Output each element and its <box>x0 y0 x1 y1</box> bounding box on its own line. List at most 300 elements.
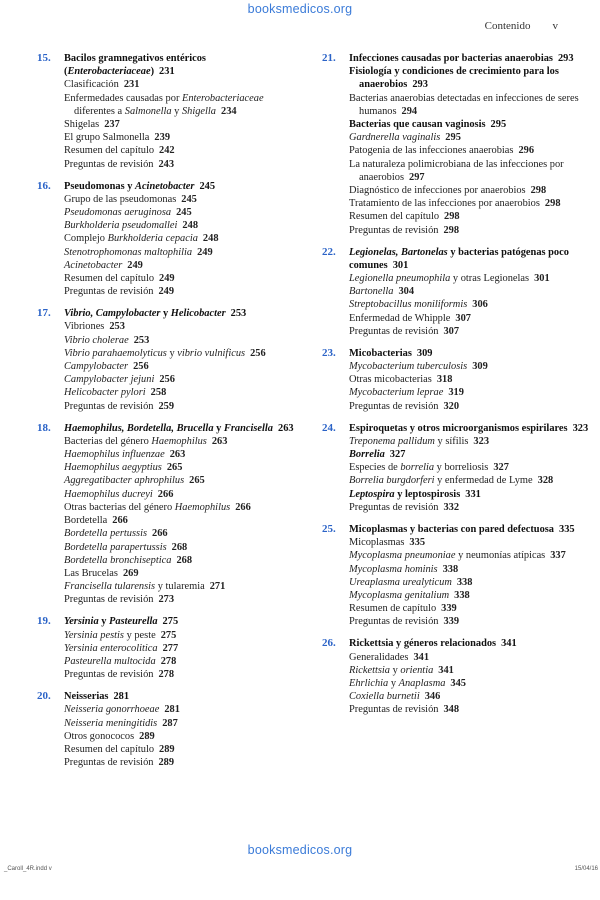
toc-entry[interactable] <box>349 651 590 664</box>
text-run: Preguntas de revisión <box>349 400 439 412</box>
text-run: Haemophilus <box>174 501 231 513</box>
text-run: Rickettsia y géneros relacionados <box>349 638 497 650</box>
page-ref: 266 <box>112 515 128 527</box>
text-run: Resumen del capítulo <box>64 145 155 157</box>
page-ref: 289 <box>139 730 155 742</box>
toc-chapter <box>322 347 590 413</box>
page-ref: 335 <box>559 523 575 535</box>
text-run: Mycoplasma hominis <box>349 563 438 575</box>
page-ref: 253 <box>109 321 125 333</box>
text-run: Enfermedad de Whipple <box>349 312 451 324</box>
page-ref: 295 <box>445 132 461 144</box>
page-ref: 338 <box>442 563 459 575</box>
page-ref: 337 <box>550 550 566 562</box>
page-ref: 339 <box>441 603 457 615</box>
toc-entry[interactable] <box>349 65 590 91</box>
text-run: y <box>389 664 401 676</box>
page-ref: 323 <box>572 422 589 434</box>
page-ref: 348 <box>443 704 460 716</box>
text-run: Preguntas de revisión <box>349 325 439 337</box>
text-run: Yersinia enterocolitica <box>64 642 158 654</box>
chapter-title[interactable] <box>349 52 590 65</box>
text-run: Burkholderia pseudomallei <box>64 220 178 232</box>
toc-entry[interactable] <box>349 360 590 373</box>
toc-entry[interactable] <box>64 655 299 668</box>
chapter-title[interactable] <box>349 246 590 272</box>
text-run: Fisiología y condiciones de crecimiento para los anaerobios <box>349 66 559 91</box>
toc-entry[interactable] <box>349 677 590 690</box>
text-run: Grupo de las pseudomonas <box>64 193 177 205</box>
toc-entry[interactable] <box>64 501 299 514</box>
text-run: Micoplasmas <box>349 537 405 549</box>
page-ref: 273 <box>158 594 175 606</box>
toc-entry[interactable] <box>349 602 590 615</box>
toc-entry[interactable] <box>64 206 299 219</box>
text-run: Acinetobacter <box>64 259 123 271</box>
toc-entry[interactable] <box>64 320 299 333</box>
page-ref: 281 <box>164 704 180 716</box>
text-run: y tularemia <box>155 581 205 593</box>
toc-entry[interactable] <box>349 118 590 131</box>
text-run: Mycoplasma pneumoniae <box>349 550 456 562</box>
page-ref: 248 <box>182 220 199 232</box>
text-run: Otras bacterias del género <box>64 501 175 513</box>
text-run: Diagnóstico de infecciones por anaerobios <box>349 185 526 197</box>
text-run: y bacterias patógenas poco comunes <box>349 246 569 271</box>
text-run: Infecciones causadas por bacterias anaerobias <box>349 53 553 64</box>
toc-entry[interactable] <box>349 400 590 413</box>
text-run: Bacterias del género <box>64 435 152 447</box>
text-run: Haemophilus, Bordetella, Brucella <box>64 422 214 434</box>
text-run: Bordetella <box>64 515 108 527</box>
page-ref: 293 <box>557 53 574 64</box>
text-run: Preguntas de revisión <box>64 757 154 769</box>
text-run: Preguntas de revisión <box>349 704 439 716</box>
page-ref: 309 <box>472 361 488 373</box>
toc-entry[interactable] <box>349 549 590 562</box>
text-run: Salmonella <box>124 105 172 117</box>
page-ref: 271 <box>209 581 226 593</box>
text-run: Bordetella bronchiseptica <box>64 554 172 566</box>
toc-entry[interactable] <box>64 386 299 399</box>
page-ref: 335 <box>409 537 426 549</box>
page-ref: 243 <box>158 158 175 170</box>
toc-entry[interactable] <box>64 144 299 157</box>
text-run: Pasteurella <box>109 616 158 628</box>
text-run: Especies de <box>349 462 401 474</box>
toc-entry[interactable] <box>64 514 299 527</box>
toc-entry[interactable] <box>64 360 299 373</box>
page-ref: 249 <box>158 286 175 298</box>
text-run: Micobacterias <box>349 347 412 359</box>
toc-entry[interactable] <box>64 435 299 448</box>
page-ref: 234 <box>221 105 237 117</box>
text-run: Gardnerella vaginalis <box>349 132 441 144</box>
toc-entry[interactable] <box>349 703 590 716</box>
toc-entry[interactable] <box>64 259 299 272</box>
text-run: Helicobacter pylori <box>64 387 146 399</box>
toc-entry[interactable] <box>64 285 299 298</box>
page-ref: 245 <box>199 180 216 192</box>
text-run: Bartonella <box>349 286 394 298</box>
text-run: Anaplasma <box>398 677 446 689</box>
toc-entry[interactable] <box>64 541 299 554</box>
page-ref: 319 <box>448 387 464 399</box>
text-run: La naturaleza polimicrobiana de las infecciones por anaerobios <box>349 158 564 183</box>
text-run: Vibrio cholerae <box>64 334 129 346</box>
text-run: Streptobacillus moniliformis <box>349 299 468 311</box>
text-run: Haemophilus ducreyi <box>64 488 153 500</box>
toc-column-right <box>322 52 590 725</box>
toc-chapter <box>322 52 590 237</box>
toc-entry[interactable] <box>349 158 590 184</box>
toc-entry[interactable] <box>64 642 299 655</box>
page-ref: 245 <box>176 207 192 219</box>
text-run: Neisserias <box>64 691 109 703</box>
text-run: Pseudomonas aeruginosa <box>64 207 172 219</box>
page-ref: 256 <box>250 347 266 359</box>
chapter-number: 20. <box>37 690 51 703</box>
toc-entry[interactable] <box>349 144 590 157</box>
text-run: y <box>388 677 399 689</box>
toc-entry[interactable] <box>349 224 590 237</box>
page-ref: 268 <box>171 541 188 553</box>
toc-entry[interactable] <box>349 474 590 487</box>
toc-chapter <box>37 52 299 171</box>
page-ref: 258 <box>150 387 167 399</box>
text-run: Resumen del capítulo <box>64 273 155 285</box>
text-run: Aggregatibacter aphrophilus <box>64 475 185 487</box>
toc-entry[interactable] <box>349 373 590 386</box>
page-ref: 266 <box>235 501 251 513</box>
toc-entry[interactable] <box>349 664 590 677</box>
text-run: Bacilos gramnegativos entéricos ( <box>64 53 206 78</box>
chapter-number: 23. <box>322 346 336 359</box>
toc-entry[interactable] <box>64 717 299 730</box>
page-ref: 245 <box>181 193 197 205</box>
page-ref: 332 <box>443 501 460 513</box>
page-ref: 281 <box>113 691 130 703</box>
page-ref: 231 <box>159 66 175 78</box>
text-run: Yersinia <box>64 616 99 628</box>
toc-entry[interactable] <box>64 703 299 716</box>
text-run: Mycobacterium tuberculosis <box>349 361 468 373</box>
text-run: Enfermedades causadas por <box>64 92 182 104</box>
chapter-number: 22. <box>322 245 336 258</box>
page-ref: 268 <box>176 554 193 566</box>
text-run: Preguntas de revisión <box>64 286 154 298</box>
running-head <box>485 20 558 32</box>
text-run: Yersinia pestis <box>64 629 124 641</box>
page-ref: 307 <box>455 312 471 324</box>
page-ref: 265 <box>189 475 205 487</box>
chapter-number: 16. <box>37 179 51 192</box>
toc-chapter <box>37 422 299 607</box>
text-run: Pseudomonas y <box>64 180 136 192</box>
text-run: Ureaplasma urealyticum <box>349 576 452 588</box>
page-ref: 263 <box>169 449 186 461</box>
text-run: Preguntas de revisión <box>349 224 439 236</box>
text-run: Las Brucelas <box>64 567 118 579</box>
page-ref: 253 <box>133 334 150 346</box>
toc-entry[interactable] <box>64 474 299 487</box>
page-ref: 297 <box>409 171 425 183</box>
toc-entry[interactable] <box>64 347 299 360</box>
toc-entry[interactable] <box>349 448 590 461</box>
text-run: ) <box>150 66 155 78</box>
toc-entry[interactable] <box>64 193 299 206</box>
toc-entry[interactable] <box>349 690 590 703</box>
toc-chapter <box>322 523 590 629</box>
text-run: y sífilis <box>434 435 469 447</box>
chapter-title[interactable] <box>349 422 590 435</box>
toc-entry[interactable] <box>349 312 590 325</box>
text-run: Resumen del capítulo <box>64 743 155 755</box>
page-ref: 341 <box>438 664 454 676</box>
page-ref: 296 <box>518 145 535 157</box>
text-run: Mycobacterium leprae <box>349 387 444 399</box>
page-ref: 242 <box>159 145 175 157</box>
text-run: y <box>171 105 182 117</box>
toc-entry[interactable] <box>64 461 299 474</box>
toc-entry[interactable] <box>349 197 590 210</box>
toc-entry[interactable] <box>64 730 299 743</box>
toc-entry[interactable] <box>349 386 590 399</box>
page-ref: 249 <box>127 259 143 271</box>
text-run: Preguntas de revisión <box>64 669 154 681</box>
text-run: y neumonías atípicas <box>455 550 546 562</box>
text-run: Bacterias que causan vaginosis <box>349 119 486 131</box>
toc-entry[interactable] <box>349 589 590 602</box>
text-run: Preguntas de revisión <box>64 400 154 412</box>
text-run: Vibrio, Campylobacter <box>64 308 161 320</box>
page-ref: 293 <box>412 79 428 91</box>
chapter-title[interactable] <box>64 52 299 78</box>
text-run: Haemophilus influenzae <box>64 449 165 461</box>
page-ref: 249 <box>159 273 175 285</box>
page-ref: 346 <box>424 691 441 703</box>
text-run: Otros gonococos <box>64 730 135 742</box>
page-ref: 278 <box>160 655 177 667</box>
text-run: Stenotrophomonas maltophilia <box>64 246 193 258</box>
toc-entry[interactable] <box>64 232 299 245</box>
toc-entry[interactable] <box>349 435 590 448</box>
section-title: Contenido <box>484 20 531 32</box>
toc-entry[interactable] <box>64 756 299 769</box>
toc-entry[interactable] <box>349 488 590 501</box>
text-run: Espiroquetas y otros microorganismos espirilares <box>349 422 568 434</box>
text-run: Pasteurella multocida <box>64 655 156 667</box>
text-run: diferentes a <box>74 105 125 117</box>
toc-entry[interactable] <box>349 285 590 298</box>
text-run: Coxiella burnetii <box>349 691 420 703</box>
page-ref: 289 <box>159 743 175 755</box>
footer-date: 15/04/16 <box>574 866 598 872</box>
chapter-title[interactable] <box>64 615 299 628</box>
toc-entry[interactable] <box>349 184 590 197</box>
text-run: Acinetobacter <box>135 180 195 192</box>
toc-chapter <box>37 690 299 769</box>
toc-entry[interactable] <box>64 567 299 580</box>
page-ref: 266 <box>152 528 168 540</box>
toc-entry[interactable] <box>64 246 299 259</box>
page-ref: 239 <box>154 132 171 144</box>
text-run: Ehrlichia <box>349 677 389 689</box>
toc-entry[interactable] <box>349 131 590 144</box>
page-ref: 269 <box>122 567 139 579</box>
toc-entry[interactable] <box>64 629 299 642</box>
text-run: Preguntas de revisión <box>64 594 154 606</box>
page-ref: 287 <box>162 717 178 729</box>
page-ref: 263 <box>278 422 294 434</box>
watermark-top[interactable]: booksmedicos.org <box>247 2 353 16</box>
toc-entry[interactable] <box>349 210 590 223</box>
page-ref: 341 <box>413 651 430 663</box>
toc-entry[interactable] <box>64 527 299 540</box>
page-ref: 341 <box>501 638 517 650</box>
text-run: Burkholderia cepacia <box>107 233 198 245</box>
toc-entry[interactable] <box>64 219 299 232</box>
toc-entry[interactable] <box>349 92 590 118</box>
toc-entry[interactable] <box>64 554 299 567</box>
toc-entry[interactable] <box>349 298 590 311</box>
page-ref: 320 <box>443 400 460 412</box>
toc-entry[interactable] <box>64 373 299 386</box>
page-ref: 298 <box>530 185 547 197</box>
toc-entry[interactable] <box>64 334 299 347</box>
text-run: Otras micobacterias <box>349 374 432 386</box>
text-run: Mycoplasma genitalium <box>349 589 450 601</box>
text-run: Neisseria meningitidis <box>64 717 158 729</box>
text-run: Legionelas, Bartonelas <box>349 246 448 258</box>
page-ref: 275 <box>162 616 179 628</box>
toc-entry[interactable] <box>349 576 590 589</box>
toc-entry[interactable] <box>64 78 299 91</box>
chapter-number: 15. <box>37 52 51 64</box>
toc-column-left <box>37 52 299 778</box>
toc-chapter <box>37 180 299 299</box>
chapter-number: 24. <box>322 421 336 434</box>
page-number: v <box>552 20 558 32</box>
chapter-number: 21. <box>322 52 336 64</box>
text-run: Vibriones <box>64 321 105 333</box>
chapter-title[interactable] <box>349 347 590 360</box>
chapter-number: 26. <box>322 637 336 650</box>
toc-entry[interactable] <box>64 158 299 171</box>
text-run: El grupo Salmonella <box>64 132 150 144</box>
chapter-number: 25. <box>322 522 336 535</box>
text-run: Enterobacteriaceae <box>67 66 151 78</box>
chapter-title[interactable] <box>64 690 299 703</box>
text-run: Leptospira <box>349 488 395 500</box>
chapter-title[interactable] <box>64 180 299 193</box>
watermark-bottom[interactable]: booksmedicos.org <box>247 843 353 857</box>
chapter-title[interactable] <box>64 307 299 320</box>
text-run: y <box>98 616 110 628</box>
text-run: Preguntas de revisión <box>64 158 154 170</box>
page-ref: 298 <box>544 198 561 210</box>
page-ref: 237 <box>104 119 120 131</box>
text-run: Tratamiento de las infecciones por anaerobios <box>349 198 540 210</box>
page-ref: 275 <box>160 629 177 641</box>
text-run: Helicobacter <box>170 308 226 320</box>
text-run: borrelia <box>400 462 435 474</box>
text-run: y peste <box>123 629 156 641</box>
page-ref: 323 <box>473 435 490 447</box>
toc-entry[interactable] <box>349 563 590 576</box>
text-run: Bacterias anaerobias detectadas en infecciones de seres humanos <box>349 92 579 117</box>
toc-chapter <box>322 246 590 338</box>
toc-chapter <box>37 307 299 413</box>
page-ref: 306 <box>472 299 488 311</box>
page-ref: 327 <box>389 449 406 461</box>
toc-entry[interactable] <box>64 593 299 606</box>
text-run: y leptospirosis <box>394 488 461 500</box>
page-ref: 307 <box>443 325 460 337</box>
toc-entry[interactable] <box>64 131 299 144</box>
toc-entry[interactable] <box>64 668 299 681</box>
text-run: orientia <box>400 664 434 676</box>
text-run: y <box>166 347 178 359</box>
chapter-number: 18. <box>37 421 51 434</box>
chapter-title[interactable] <box>64 422 299 435</box>
page-ref: 304 <box>398 286 415 298</box>
chapter-number: 19. <box>37 615 51 628</box>
text-run: Haemophilus aegyptius <box>64 462 162 474</box>
text-run: Francisella tularensis <box>64 581 156 593</box>
page-ref: 328 <box>537 475 554 487</box>
toc-entry[interactable] <box>64 272 299 285</box>
page-ref: 265 <box>166 462 183 474</box>
toc-entry[interactable] <box>349 615 590 628</box>
page-ref: 318 <box>436 374 453 386</box>
toc-entry[interactable] <box>64 448 299 461</box>
text-run: Campylobacter <box>64 361 129 373</box>
toc-entry[interactable] <box>64 400 299 413</box>
toc-entry[interactable] <box>349 461 590 474</box>
toc-entry[interactable] <box>64 488 299 501</box>
text-run: Borrelia <box>349 449 385 461</box>
footer-file-name: _Caroll_4R.indd v <box>4 866 52 872</box>
toc-entry[interactable] <box>64 118 299 131</box>
text-run: Complejo <box>64 233 108 245</box>
page-ref: 256 <box>159 374 175 386</box>
text-run: Preguntas de revisión <box>349 501 439 513</box>
toc-entry[interactable] <box>349 536 590 549</box>
toc-chapter <box>322 422 590 514</box>
text-run: Legionella pneumophila <box>349 273 451 285</box>
text-run: Enterobacteriaceae <box>182 92 264 104</box>
text-run: Borrelia burgdorferi <box>349 475 435 487</box>
text-run: Generalidades <box>349 651 409 663</box>
text-run: y enfermedad de Lyme <box>434 475 533 487</box>
chapter-title[interactable] <box>349 637 590 650</box>
text-run: Rickettsia <box>349 664 390 676</box>
page-ref: 301 <box>392 259 409 271</box>
toc-entry[interactable] <box>349 325 590 338</box>
toc-entry[interactable] <box>64 580 299 593</box>
page-ref: 263 <box>211 435 228 447</box>
toc-entry[interactable] <box>64 743 299 756</box>
chapter-title[interactable] <box>349 523 590 536</box>
toc-entry[interactable] <box>64 92 299 118</box>
page-ref: 298 <box>444 211 460 223</box>
toc-entry[interactable] <box>349 272 590 285</box>
toc-entry[interactable] <box>349 501 590 514</box>
text-run: Bordetella parapertussis <box>64 541 167 553</box>
page-ref: 331 <box>465 488 481 500</box>
page-ref: 295 <box>490 119 507 131</box>
